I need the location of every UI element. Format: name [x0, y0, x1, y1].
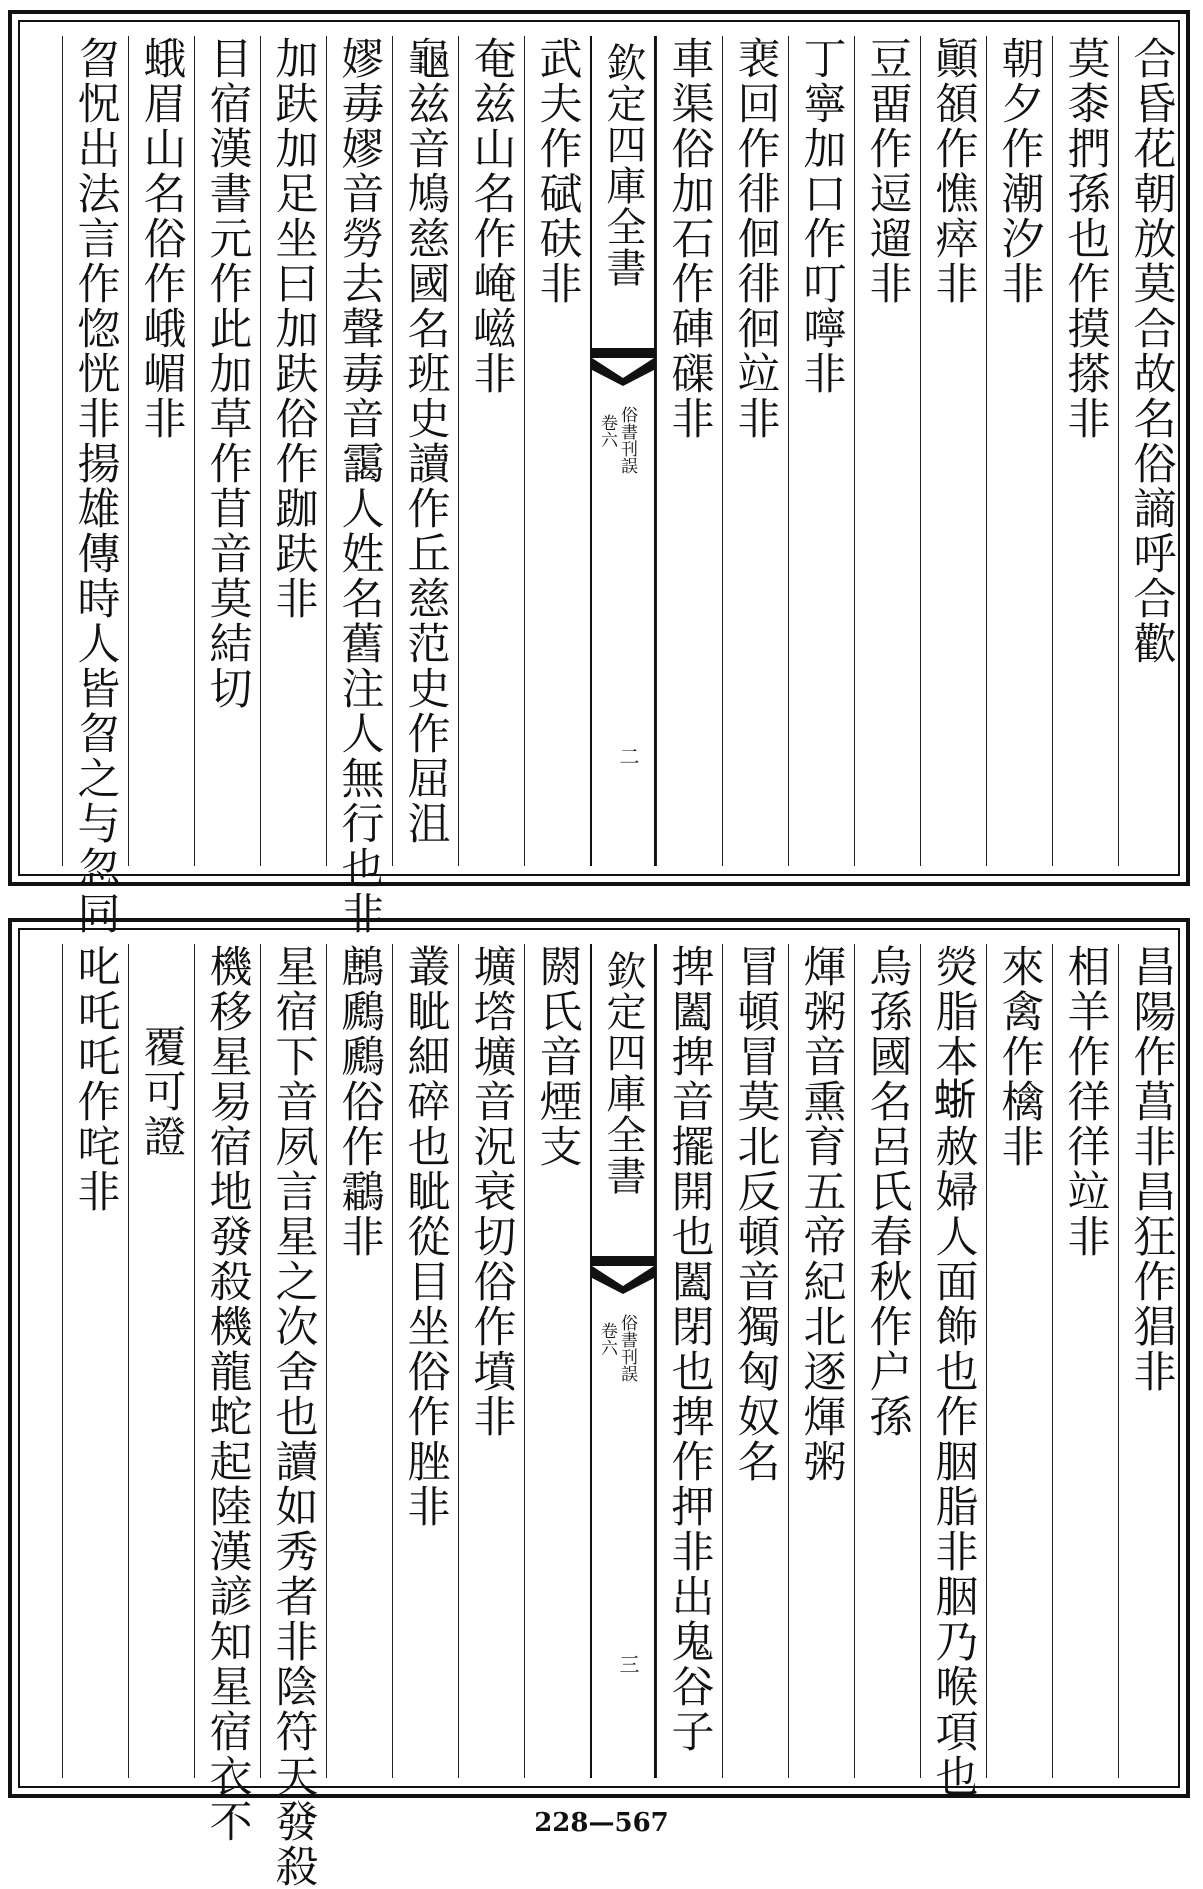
- column-text: 閼氏音煙支: [532, 944, 583, 1169]
- column-text: 捭闔捭音擺開也闔閉也捭作押非出鬼谷子: [664, 944, 715, 1754]
- column-text: 龜兹音鳩慈國名班史讀作丘慈范史作屈沮: [400, 36, 451, 846]
- column-text: 曶怳出法言作惚恍非揚雄傳時人皆曶之与忽同: [70, 36, 121, 936]
- text-column: [1118, 36, 1184, 866]
- column-text: 星宿下音夙言星之次舍也讀如秀者非陰符天發殺: [268, 944, 319, 1889]
- text-column: [392, 36, 458, 866]
- column-text: 武夫作碔砆非: [532, 36, 583, 306]
- volume-label: 卷六: [597, 1322, 617, 1356]
- column-text: 顚頟作憔瘁非: [928, 36, 979, 306]
- fishtail-mark-icon: [592, 348, 654, 386]
- column-text: 豆畱作逗遛非: [862, 36, 913, 306]
- column-text: 昌陽作菖非昌狂作猖非: [1126, 944, 1177, 1394]
- column-text: 壙㙮壙音況衰切俗作墳非: [466, 944, 517, 1439]
- column-text: 相羊作徉徉竝非: [1060, 944, 1111, 1259]
- page-footer-number: 228—567: [534, 1808, 669, 1838]
- column-text: 來禽作檎非: [994, 944, 1045, 1169]
- book-title: 欽定四庫全書: [600, 42, 646, 288]
- text-column: [854, 944, 920, 1778]
- text-column: [62, 944, 128, 1778]
- column-text: 車渠俗加石作硨磲非: [664, 36, 715, 441]
- column-text: 鶶鷉鷉俗作鸘非: [334, 944, 385, 1259]
- column-text: 朝夕作潮汐非: [994, 36, 1045, 306]
- text-column: [986, 36, 1052, 866]
- column-text: 丁寧加口作叮嚀非: [796, 36, 847, 396]
- text-column: [524, 944, 590, 1778]
- book-subtitle: 俗書刊誤: [617, 406, 637, 474]
- column-text: 蛾眉山名俗作峨嵋非: [136, 36, 187, 441]
- text-column: [458, 944, 524, 1778]
- text-column: [920, 944, 986, 1799]
- text-column: [1052, 36, 1118, 866]
- text-column: [722, 944, 788, 1778]
- column-text: 煇粥音熏育五帝紀北逐煇粥: [796, 944, 847, 1484]
- book-title: 欽定四庫全書: [600, 950, 646, 1196]
- column-text: 合昏花朝放莫合故名俗謪呼合歡: [1126, 36, 1177, 666]
- center-margin: [590, 944, 656, 1778]
- text-column: [260, 944, 326, 1889]
- column-text: 莫桼捫孫也作摸搽非: [1060, 36, 1111, 441]
- text-column: [326, 36, 392, 936]
- text-column: [788, 944, 854, 1778]
- column-text: 冒頓冒莫北反頓音獨匈奴名: [730, 944, 781, 1484]
- column-text: 嫪毐嫪音勞去聲毐音靄人姓名舊注人無行也非: [334, 36, 385, 936]
- text-column: [524, 36, 590, 866]
- text-column: [260, 36, 326, 866]
- page-number: 二: [616, 746, 640, 766]
- center-margin: [590, 36, 656, 866]
- text-column: [656, 36, 722, 866]
- column-text: 烏孫國名呂氏春秋作户孫: [862, 944, 913, 1439]
- fishtail-mark-icon: [592, 1256, 654, 1294]
- volume-label: 卷六: [597, 414, 617, 448]
- text-column: [194, 944, 260, 1844]
- column-text: 熒脂本𧋍赦婦人面飾也作胭脂非胭乃喉項也: [928, 944, 979, 1799]
- text-column: [1052, 944, 1118, 1778]
- text-column: [656, 944, 722, 1778]
- text-column: [326, 944, 392, 1778]
- book-subtitle: 俗書刊誤: [617, 1314, 637, 1382]
- page-top-frame: [18, 20, 1180, 936]
- column-text: 裵回作徘佪徘徊竝非: [730, 36, 781, 441]
- column-text: 覆可證: [136, 1024, 187, 1159]
- column-text: 目宿漢書元作此加草作苜音莫結切: [202, 36, 253, 711]
- column-text: 叱吒吒作咤非: [70, 944, 121, 1214]
- column-text: 加趺加足坐曰加趺俗作跏趺非: [268, 36, 319, 621]
- text-column: [788, 36, 854, 866]
- text-column: [392, 944, 458, 1778]
- text-column: [1118, 944, 1184, 1778]
- text-column: [722, 36, 788, 866]
- text-column: [62, 36, 128, 936]
- column-text: 奄兹山名作崦嵫非: [466, 36, 517, 396]
- text-column: [194, 36, 260, 866]
- column-text: 叢眦細碎也眦從目坐俗作脞非: [400, 944, 451, 1529]
- page-top: [8, 10, 1190, 936]
- column-text: 機移星易宿地發殺機龍蛇起陸漢諺知星宿衣不: [202, 944, 253, 1844]
- text-column: [458, 36, 524, 866]
- text-column: [128, 944, 194, 1778]
- text-column: [854, 36, 920, 866]
- text-column: [920, 36, 986, 866]
- text-column: [986, 944, 1052, 1778]
- text-column: [128, 36, 194, 866]
- page-number: 三: [616, 1654, 640, 1674]
